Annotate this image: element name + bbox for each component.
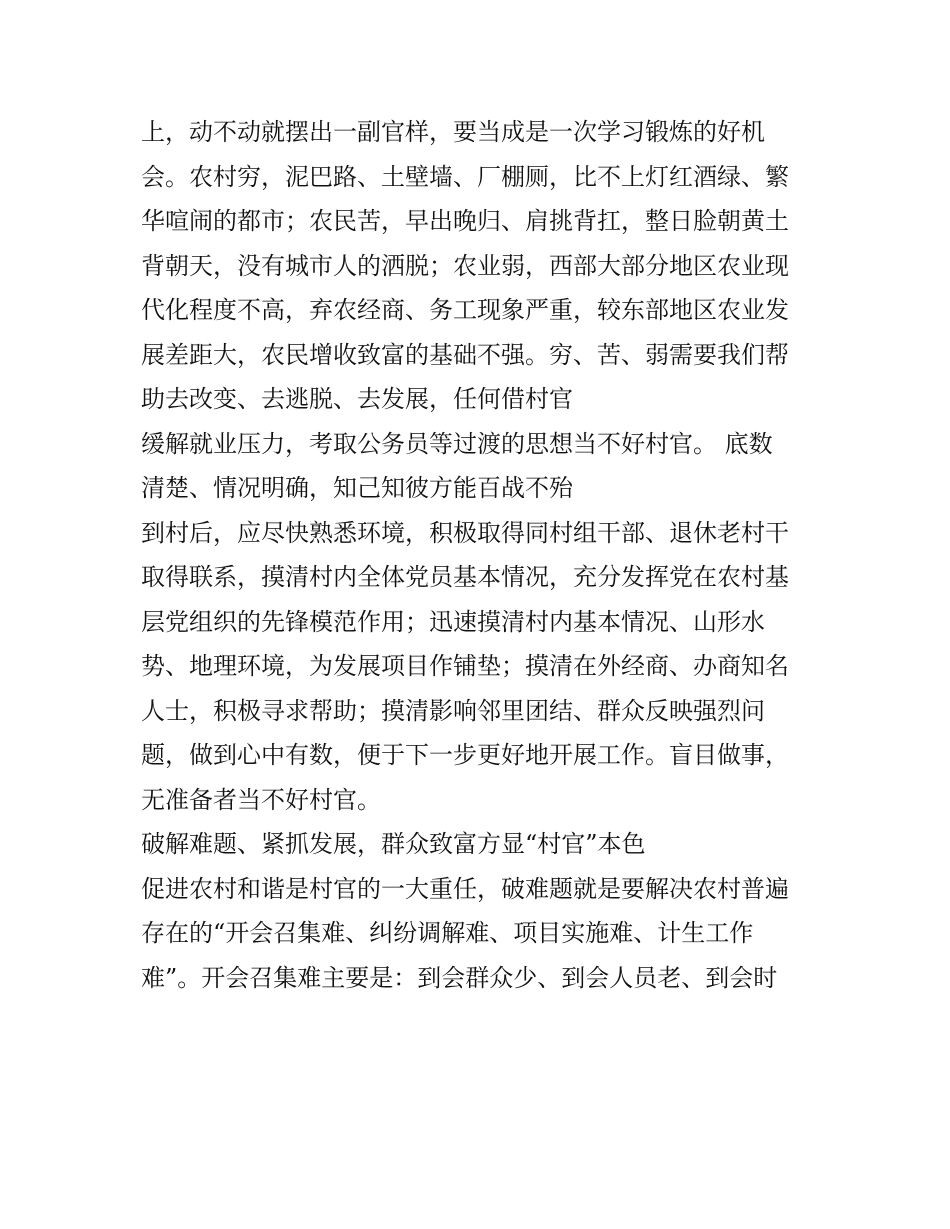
- text-line: 缓解就业压力，考取公务员等过渡的思想当不好村官。 底数: [141, 429, 773, 458]
- text-line: 到村后，应尽快熟悉环境，积极取得同村组干部、退休老村干: [141, 518, 789, 547]
- text-line: 助去改变、去逃脱、去发展，任何借村官: [141, 385, 573, 413]
- document-body: [141, 110, 831, 1000]
- text-line: 题，做到心中有数，便于下一步更好地开展工作。盲目做事，: [141, 741, 789, 769]
- text-line: 代化程度不高，弃农经商、务工现象严重，较东部地区农业发: [141, 296, 789, 324]
- text-line: 难”。开会召集难主要是：到会群众少、到会人员老、到会时: [141, 963, 778, 992]
- text-line: 背朝天，没有城市人的洒脱；农业弱，西部大部分地区农业现: [141, 251, 789, 280]
- text-line: 无准备者当不好村官。: [141, 785, 381, 814]
- text-line: 层党组织的先锋模范作用；迅速摸清村内基本情况、山形水: [141, 607, 765, 636]
- text-line: 上，动不动就摆出一副官样，要当成是一次学习锻炼的好机: [141, 118, 765, 146]
- text-line: 促进农村和谐是村官的一大重任，破难题就是要解决农村普遍: [141, 874, 789, 903]
- text-line: 人士，积极寻求帮助；摸清影响邻里团结、群众反映强烈问: [141, 696, 765, 725]
- text-line: 存在的“开会召集难、纠纷调解难、项目实施难、计生工作: [141, 919, 754, 947]
- text-line: 势、地理环境，为发展项目作铺垫；摸清在外经商、办商知名: [141, 652, 789, 680]
- text-line: 会。农村穷，泥巴路、土壁墙、厂棚厕，比不上灯红酒绿、繁: [141, 162, 789, 191]
- text-line: 取得联系，摸清村内全体党员基本情况，充分发挥党在农村基: [141, 563, 789, 591]
- text-line: 华喧闹的都市；农民苦，早出晚归、肩挑背扛，整日脸朝黄土: [141, 207, 789, 235]
- section-heading: 清楚、情况明确，知己知彼方能百战不殆: [141, 474, 573, 502]
- section-heading: 破解难题、紧抓发展，群众致富方显“村官”本色: [141, 830, 646, 858]
- text-line: 展差距大，农民增收致富的基础不强。穷、苦、弱需要我们帮: [141, 340, 789, 369]
